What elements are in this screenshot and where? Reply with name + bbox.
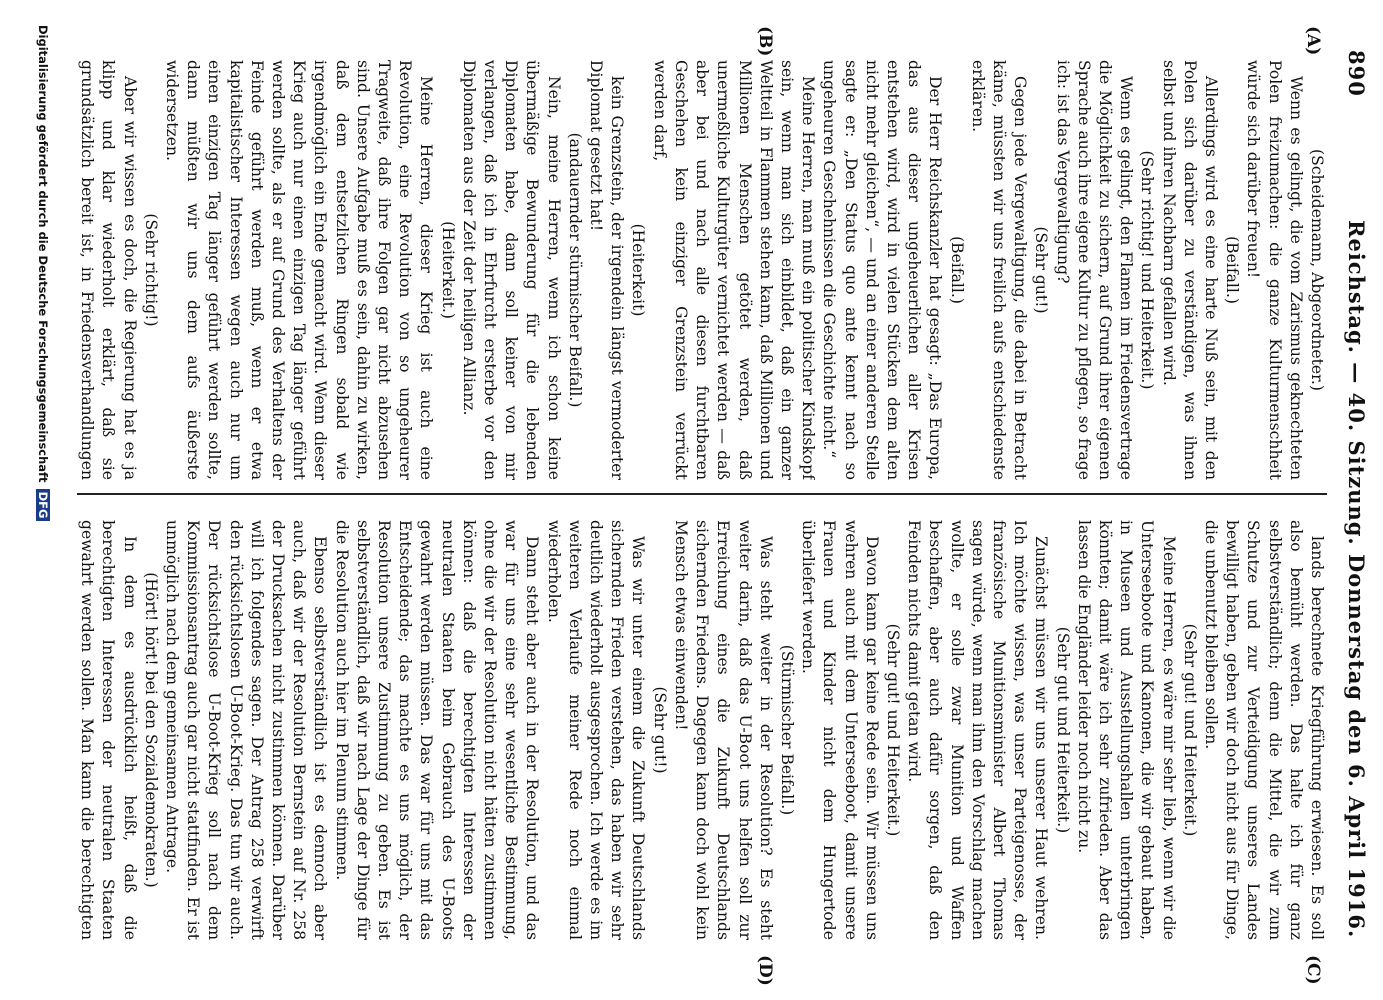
paragraph: Was steht weiter in der Resolution? Es steht weiter darin, daß das U-Boot uns helfen soll zur Erreichung eines die Zukunft Deutschlands sichernden Friedens. Dagegen kann doch wohl kein Mensch etwas einwenden! — [671, 520, 775, 940]
paragraph: In dem es ausdrücklich heißt, daß die berechtigten Interessen der neutralen Staaten gewahrt werden sollen. Man kann die berechtigten — [78, 520, 139, 940]
paragraph: Wenn es gelingt, die vom Zarismus geknechteten Polen freizumachen: die ganze Kulturmenschheit würde sich darüber freuen! — [1244, 60, 1305, 480]
dfg-logo: DFG — [36, 489, 50, 522]
paragraph: lands berechnete Kriegführung erwiesen. Es soll also bemüht werden. Das halte ich für ganz selbstverständlich; denn die Mittel, die wir zum Schutze und zur Verteidigung unseres Landes bewilligt haben, geben wir doch nicht aus für Dinge, die unbenutzt bleiben sollen. — [1201, 520, 1326, 940]
left-column — [77, 60, 1327, 480]
margin-mark-a: (A) — [1303, 26, 1323, 56]
page-header — [1335, 20, 1375, 980]
paragraph: Davon kann gar keine Rede sein. Wir müssen uns wehren auch mit dem Unterseeboot, damit unsere Frauen und Kinder nicht dem Hungertode überliefert werden. — [799, 520, 881, 940]
right-column — [77, 520, 1327, 940]
interjection: (Hört! hört! bei den Sozialdemokraten.) — [141, 572, 160, 888]
paragraph: Aber wir wissen es doch, die Regierung hat es ja klipp und klar wiederholt erklärt, daß sie grundsätzlich bereit ist, in Friedensverhandlungen — [78, 60, 139, 480]
paragraph: Meine Herren, dieser Krieg ist auch eine Revolution, eine Revolution von so ungeheurer Tragweite, daß ihre Folgen gar nicht abzusehen sind. Unsere Aufgabe muß es sein, dahin zu wirken, daß dem entsetzlichen Ringen sobald wie irgendmöglich ein Ende gemacht wird. Wenn dieser Krieg auch nur einen einzigen Tag länger geführt werden sollte, als er auf Grund des Verhaltens der Feinde geführt werden muß, wenn er etwa kapitalistischer Interessen wegen auch nur um einen einzigen Tag länger geführt werden sollte, dann müßten wir uns dem aufs äußerste widersetzen. — [163, 60, 436, 480]
interjection: (Sehr richtig! und Heiterkeit.) — [1138, 150, 1157, 390]
page-number: 890 — [1344, 50, 1369, 97]
interjection: (Sehr gut!) — [1032, 226, 1051, 314]
interjection: (Beifall.) — [1223, 236, 1242, 304]
interjection: (Stürmischer Beifall.) — [777, 644, 796, 816]
paragraph: Gegen jede Vergewaltigung, die dabei in Betracht käme, müssten wir uns freilich aufs entschiedenste erklären. — [968, 60, 1030, 480]
paragraph: Zunächst müssen wir uns unserer Haut wehren. Ich möchte wissen, was unser Parteigenosse, der französische Munitionsminister Albert Thomas sagen würde, wenn man ihm den Vorschlag machen wollte, er solle zwar Munition und Waffen beschaffen, aber auch dafür sorgen, daß den Feinden nichts damit getan wird. — [905, 520, 1051, 940]
column-divider — [77, 493, 1327, 495]
paragraph: Allerdings wird es eine harte Nuß sein, mit den Polen sich darüber zu verständigen, was ihnen selbst und ihren Nachbarn gefallen wird. — [1159, 60, 1220, 480]
interjection: (Sehr gut und Heiterkeit.) — [1053, 626, 1072, 834]
interjection: (andauernder stürmischer Beifall.) — [565, 132, 584, 408]
interjection: (Heiterkeit) — [629, 223, 648, 317]
interjection: (Sehr gut!) — [650, 686, 669, 774]
margin-mark-b: (B) — [755, 26, 775, 57]
margin-mark-c: (C) — [1303, 955, 1323, 985]
speaker-line: (Scheidemann, Abgeordneter.) — [1308, 149, 1326, 391]
paragraph: Meine Herren, man muß ein politischer Kindskopf sein, wenn man sich einbildet, daß ein ganzer Weltteil in Flammen stehen kann, daß Millionen und Millionen Menschen getötet werden, daß unermeßliche Kulturgüter vernichtet werden — daß aber bei und nach alle diesen furchtbaren Geschehen kein einziger Grenzstein verrückt werden darf, — [650, 60, 818, 480]
paragraph: kein Grenzstein, der irgendein längst vermoderter Diplomat gesetzt hat! — [587, 60, 627, 480]
interjection: (Beifall.) — [947, 236, 966, 304]
interjection: (Sehr gut! und Heiterkeit.) — [1180, 623, 1199, 837]
credit-text: Digitalisierung gefördert durch die Deutsche Forschungsgemeinschaft — [36, 25, 50, 483]
paragraph: Nein, meine Herren, wenn ich schon keine übermäßige Bewunderung für die lebenden Diplomaten habe, dann soll keiner von mir verlangen, daß ich in Ehrfurcht ersterbe vor den Diplomaten aus der Zeit der heiligen Allianz. — [459, 60, 563, 480]
paragraph: Wenn es gelingt, den Flamen im Friedensvertrage die Möglichkeit zu sichern, auf Grund ihrer eigenen Sprache auch ihre eigene Kultur zu pflegen, so frage ich: ist das Vergewaltigung? — [1053, 60, 1136, 480]
paragraph: Meine Herren, es wäre mir sehr lieb, wenn wir die Unterseeboote und Kanonen, die wir gebaut haben, in Museen und Ausstellungshallen unterbringen könnten; damit wäre ich sehr zufrieden. Aber das lassen die Engländer leider noch nicht zu. — [1074, 520, 1178, 940]
paragraph: Der Herr Reichskanzler hat gesagt: „Das Europa, das aus dieser ungeheuerlichen aller Krisen entstehen wird, wird in vielen Stücken dem alten nicht mehr gleichen“, — und an einer anderen Stelle sagte er: „Den Status quo ante kennt nach so ungeheuren Geschehnissen die Geschichte nicht.“ — [820, 60, 945, 480]
paragraph: Ebenso selbstverständlich ist es dennoch aber auch, daß wir der Resolution Bernstein auf Nr. 258 der Drucksachen nicht zustimmen können. Darüber will ich folgendes sagen. Der Antrag 258 verwirft den rücksichtslosen U-Boot-Krieg. Das tun wir auch. Der rücksichtslose U-Boot-Krieg soll nach dem Kommissionsantrag auch gar nicht stattfinden. Er ist unmöglich nach dem gemeinsamen Antrage. — [163, 520, 330, 940]
interjection: (Sehr richtig!) — [141, 213, 160, 327]
running-title: Reichstag. — 40. Sitzung. Donnerstag den 6. April 1916. — [1344, 220, 1369, 939]
paragraph: Was wir unter einem die Zukunft Deutschlands sichernden Frieden verstehen, das haben wir sehr deutlich wiederholt ausgesprochen. Ich werde es im weiteren Verlaufe meiner Rede noch einmal wiederholen. — [544, 520, 648, 940]
interjection: (Heiterkeit.) — [438, 221, 457, 319]
newspaper-page — [20, 20, 1375, 986]
interjection: (Sehr gut! und Heiterkeit.) — [883, 623, 902, 837]
digitization-credit — [36, 25, 50, 521]
margin-mark-d: (D) — [755, 955, 775, 986]
paragraph: Dann steht aber auch in der Resolution, und das war für uns eine sehr wesentliche Bestimmung, ohne die wir der Resolution nicht hätten zustimmen können: daß die berechtigten Interessen der neutralen Staaten beim Gebrauch des U-Boots gewahrt werden müssen. Das war für uns mit das Entscheidende; das machte es uns möglich, der Resolution unsere Zustimmung zu geben. Es ist selbstverständlich, daß wir nach Lage der Dinge für die Resolution auch hier im Plenum stimmen. — [332, 520, 542, 940]
